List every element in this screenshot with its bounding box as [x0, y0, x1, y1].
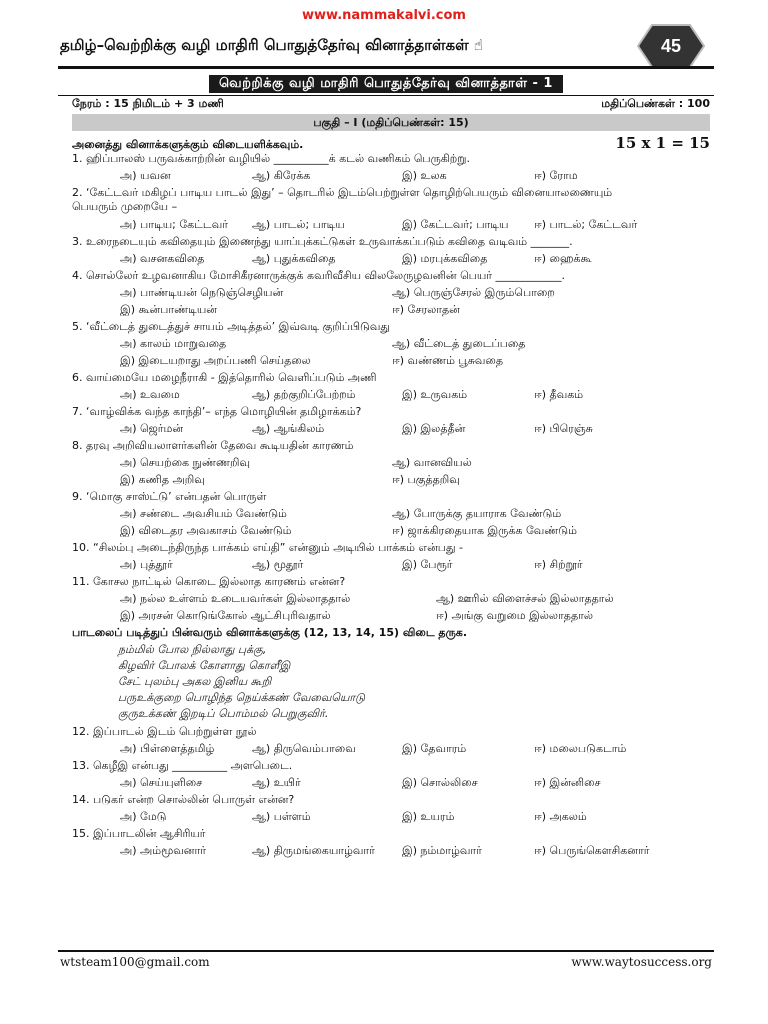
question-text: 6. வாய்மையே மழைநீராகி - இத்தொரில் வெளிப்படும் அணி — [72, 371, 377, 384]
option-b: ஆ) பள்ளம் — [252, 810, 311, 823]
option-d: ஈ) பகுத்தறிவு — [392, 473, 460, 486]
question-15 — [72, 827, 712, 858]
question-13 — [72, 759, 712, 790]
question-text: 7. ‘வாழ்விக்க வந்த காந்தி’– எந்த மொழியின் தமிழாக்கம்? — [72, 405, 362, 418]
question-text: 15. இப்பாடலின் ஆசிரியர் — [72, 827, 206, 840]
question-5 — [72, 320, 712, 368]
option-b: ஆ) உயிர் — [252, 776, 301, 789]
poem-line: குருஉக்கண் இறடிப் பொம்மல் பெறுகுவிர். — [118, 707, 329, 720]
passage-instruction: பாடலைப் படித்துப் பின்வரும் வினாக்களுக்கு (12, 13, 14, 15) விடை தருக. — [72, 626, 467, 639]
option-c: இ) நம்மாழ்வார் — [402, 844, 482, 857]
option-d: ஈ) வண்ணம் பூசுவதை — [392, 354, 503, 367]
question-text: 14. படுகர் என்ற சொல்லின் பொருள் என்ன? — [72, 793, 295, 806]
option-a: அ) செய்யுளிசை — [120, 776, 203, 789]
page-number-badge — [628, 22, 714, 70]
site-url[interactable]: www.nammakalvi.com — [302, 8, 466, 23]
question-text: 10. “சிலம்பு அடைந்திருந்த பாக்கம் எய்தி” என்னும் அடியில் பாக்கம் என்பது - — [72, 541, 463, 554]
option-d: ஈ) சிற்றூர் — [534, 558, 583, 571]
question-14 — [72, 793, 712, 824]
option-a: அ) காலம் மாறுவதை — [120, 337, 227, 350]
question-text: 2. ‘கேட்டவர் மகிழப் பாடிய பாடல் இது’ – தொடரில் இடம்பெற்றுள்ள தொழிற்பெயரும் வினையாலணையும் பெயரும் முறையே – — [72, 186, 613, 213]
option-d: ஈ) ஜாக்கிரதையாக இருக்க வேண்டும் — [392, 524, 577, 537]
question-1 — [72, 152, 712, 183]
option-c: இ) தேவாரம் — [402, 742, 467, 755]
option-c: இ) உலக — [402, 169, 447, 182]
option-d: ஈ) பிரெஞ்சு — [534, 422, 593, 435]
question-11 — [72, 575, 712, 623]
part-heading: பகுதி – I (மதிப்பெண்கள்: 15) — [72, 114, 710, 131]
option-c: இ) உயரம் — [402, 810, 455, 823]
footer-rule — [58, 950, 714, 952]
option-a: அ) ஜெர்மன் — [120, 422, 184, 435]
option-d: ஈ) ரோம — [534, 169, 578, 182]
part-instruction-row — [72, 134, 710, 153]
option-b: ஆ) ஊரில் விளைச்சல் இல்லாததால் — [436, 592, 614, 605]
option-d: ஈ) பாடல்; கேட்டவர் — [534, 218, 638, 231]
question-text: 13. கெழீஇ என்பது __________ அளபெடை. — [72, 759, 293, 772]
option-b: ஆ) திருமங்கையாழ்வார் — [252, 844, 375, 857]
question-10 — [72, 541, 712, 572]
option-a: அ) சண்டை அவசியம் வேண்டும் — [120, 507, 287, 520]
option-a: அ) யவன — [120, 169, 171, 182]
option-a: அ) புத்தூர் — [120, 558, 173, 571]
question-4 — [72, 269, 712, 317]
header-rule — [58, 66, 714, 69]
question-text: 4. சொல்லேர் உழவனாகிய மோசிகீரனாருக்குக் கவரிவீசிய விலலேருழவனின் பெயர் ____________. — [72, 269, 566, 282]
option-d: ஈ) மலைபடுகடாம் — [534, 742, 627, 755]
question-text: 5. ‘வீட்டைத் துடைத்துச் சாயம் அடித்தல்’ இவ்வடி குறிப்பிடுவது — [72, 320, 390, 333]
option-b: ஆ) வானவியல் — [392, 456, 472, 469]
option-b: ஆ) வீட்டைத் துடைப்பதை — [392, 337, 526, 350]
option-c: இ) சொல்லிசை — [402, 776, 478, 789]
banner-rule — [58, 95, 714, 96]
poem-line: கிழவிர் போலக் கோளாது கொளீஇ — [118, 659, 291, 672]
option-d: ஈ) சேரலாதன் — [392, 303, 460, 316]
option-c: இ) இலத்தீன் — [402, 422, 466, 435]
option-b: ஆ) மூதூர் — [252, 558, 304, 571]
question-7 — [72, 405, 712, 436]
option-a: அ) நல்ல உள்ளம் உடையவர்கள் இல்லாததால் — [120, 592, 351, 605]
poem-line: சேட் புலம்பு அகல இனிய கூறி — [118, 675, 272, 688]
question-2 — [72, 186, 712, 232]
option-c: இ) பேரூர் — [402, 558, 453, 571]
question-list — [72, 152, 712, 861]
question-8 — [72, 439, 712, 487]
option-b: ஆ) போருக்கு தயாராக வேண்டும் — [392, 507, 562, 520]
option-d: ஈ) இன்னிசை — [534, 776, 601, 789]
question-3 — [72, 235, 712, 266]
option-a: அ) பிள்ளைத்தமிழ் — [120, 742, 215, 755]
question-text: 3. உரைநடையும் கவிதையும் இணைந்து யாப்புக்கட்டுகள் உருவாக்கப்படும் கவிதை வடிவம் _______. — [72, 235, 573, 248]
question-text: 8. தரவு அறிவியலாளர்களின் தேவை கூடியதின் காரணம் — [72, 439, 354, 452]
option-a: அ) பாண்டியன் நெடுஞ்செழியன் — [120, 286, 284, 299]
hand-icon: ☝ — [473, 36, 484, 54]
option-a: அ) வசனகவிதை — [120, 252, 205, 265]
option-c: இ) மரபுக்கவிதை — [402, 252, 488, 265]
question-text: 12. இப்பாடல் இடம் பெற்றுள்ள நூல் — [72, 725, 257, 738]
option-a: அ) பாடிய; கேட்டவர் — [120, 218, 228, 231]
book-title — [60, 36, 483, 56]
option-d: ஈ) அகலம் — [534, 810, 587, 823]
book-title-text: தமிழ்–வெற்றிக்கு வழி மாதிரி பொதுத்தேர்வு வினாத்தாள்கள் — [60, 36, 469, 54]
question-9 — [72, 490, 712, 538]
option-a: அ) உவமை — [120, 388, 180, 401]
option-b: ஆ) திருவெம்பாவை — [252, 742, 356, 755]
exam-max-marks: மதிப்பெண்கள் : 100 — [601, 97, 710, 110]
option-c: இ) அரசன் கொடுங்கோல் ஆட்சிபுரிவதால் — [120, 609, 331, 622]
page-number: 45 — [660, 36, 682, 56]
question-text: 9. ‘மொகு சாஸ்ட்டு’ என்பதன் பொருள் — [72, 490, 267, 503]
option-b: ஆ) பாடல்; பாடிய — [252, 218, 345, 231]
question-text: 1. ஹிப்பாலஸ் பருவக்காற்றின் வழியில் __________க் கடல் வணிகம் பெருகிற்று. — [72, 152, 470, 165]
exam-time: நேரம் : 15 நிமிடம் + 3 மணி — [72, 97, 224, 110]
paper-title: வெற்றிக்கு வழி மாதிரி பொதுத்தேர்வு வினாத்தாள் - 1 — [209, 75, 563, 93]
option-c: இ) விடைதர அவகாசம் வேண்டும் — [120, 524, 292, 537]
marks-formula: 15 x 1 = 15 — [615, 134, 710, 152]
question-6 — [72, 371, 712, 402]
footer-email[interactable]: wtsteam100@gmail.com — [60, 955, 210, 969]
part-instruction: அனைத்து வினாக்களுக்கும் விடையளிக்கவும். — [72, 138, 304, 151]
option-d: ஈ) அங்கு வறுமை இல்லாததால் — [436, 609, 594, 622]
question-12 — [72, 725, 712, 756]
exam-meta — [72, 97, 710, 112]
option-a: அ) மேடு — [120, 810, 167, 823]
option-d: ஈ) தீவகம் — [534, 388, 584, 401]
option-c: இ) இடையறாது அறப்பணி செய்தலை — [120, 354, 311, 367]
poem — [72, 642, 712, 722]
option-b: ஆ) கிரேக்க — [252, 169, 311, 182]
badge-shape — [628, 22, 714, 70]
option-c: இ) கேட்டவர்; பாடிய — [402, 218, 509, 231]
question-text: 11. கோசல நாட்டில் கொடை இல்லாத காரணம் என்ன? — [72, 575, 346, 588]
option-c: இ) கணித அறிவு — [120, 473, 205, 486]
option-b: ஆ) பெருஞ்சேரல் இரும்பொறை — [392, 286, 555, 299]
option-b: ஆ) ஆங்கிலம் — [252, 422, 325, 435]
option-b: ஆ) புதுக்கவிதை — [252, 252, 336, 265]
option-a: அ) செயற்கை நுண்ணறிவு — [120, 456, 251, 469]
option-c: இ) உருவகம் — [402, 388, 468, 401]
option-c: இ) கூன்பாண்டியன் — [120, 303, 217, 316]
paper-title-banner — [58, 73, 714, 94]
option-b: ஆ) தற்குறிப்பேற்றம் — [252, 388, 356, 401]
option-d: ஈ) பெருங்கௌசிகனார் — [534, 844, 650, 857]
footer-website[interactable]: www.waytosuccess.org — [571, 955, 712, 969]
poem-line: நம்மில் போல நில்லாது புக்கு, — [118, 643, 267, 656]
poem-line: பருஉக்குறை பொழிந்த நெய்க்கண் வேவையொடு — [118, 691, 365, 704]
option-d: ஈ) ஹைக்கூ — [534, 252, 592, 265]
option-a: அ) அம்மூவனார் — [120, 844, 206, 857]
